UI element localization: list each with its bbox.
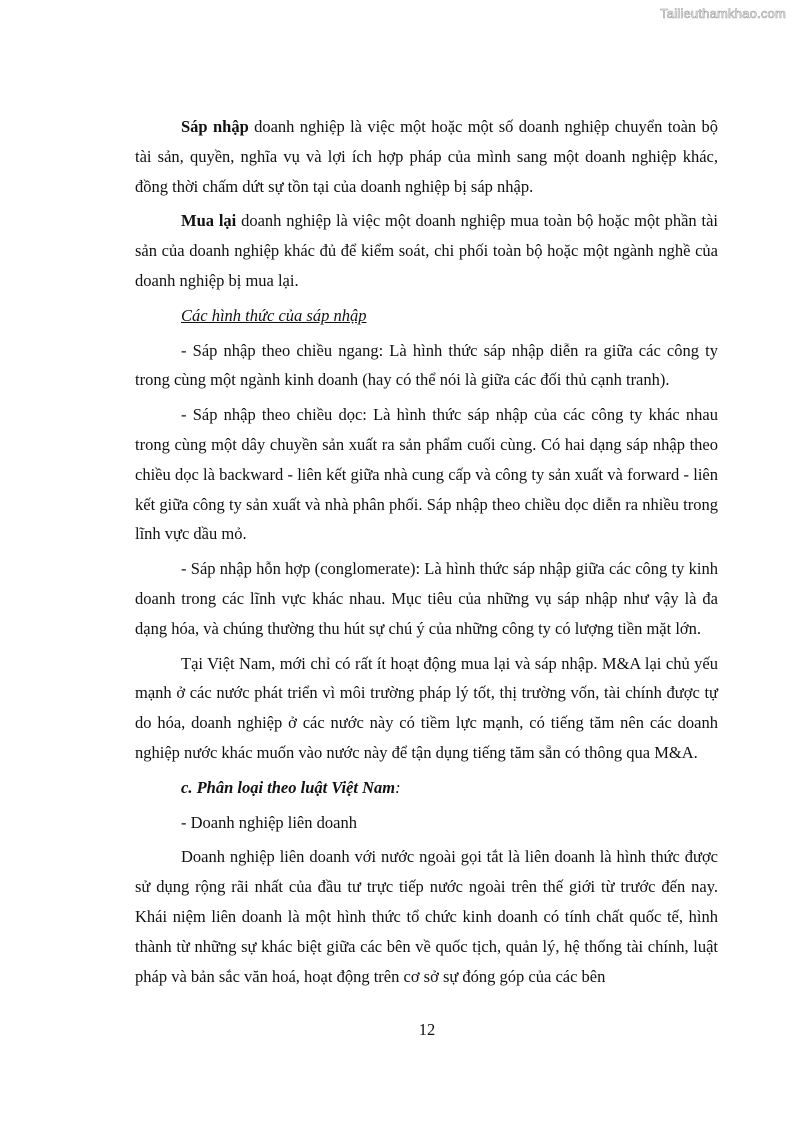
heading-classification (135, 773, 718, 803)
page-number: 12 (418, 1020, 436, 1039)
paragraph-joint-venture-label: - Doanh nghiệp liên doanh (181, 812, 357, 832)
paragraph-text: doanh nghiệp là việc một hoặc một số doanh nghiệp chuyển toàn bộ tài sản, quyền, nghĩa vụ và lợi ích hợp pháp của mình sang một doanh nghiệp khác, đồng thời chấm dứt sự tồn tại của doanh nghiệp bị sáp nhập. (135, 117, 718, 196)
paragraph-vertical: - Sáp nhập theo chiều dọc: Là hình thức sáp nhập của các công ty khác nhau trong cùng một dây chuyền sản xuất ra sản phẩm cuối cùng. Có hai dạng sáp nhập theo chiều dọc là backward - liên kết giữa nhà cung cấp và công ty sản xuất và forward - liên kết giữa công ty sản xuất và nhà phân phối. Sáp nhập theo chiều dọc diễn ra nhiều trong lĩnh vực dầu mỏ. (135, 405, 718, 544)
paragraph-text: doanh nghiệp là việc một doanh nghiệp mua toàn bộ hoặc một phần tài sản của doanh nghiệp khác đủ để kiểm soát, chi phối toàn bộ hoặc một ngành nghề của doanh nghiệp bị mua lại. (135, 211, 719, 290)
paragraph-horizontal: - Sáp nhập theo chiều ngang: Là hình thức sáp nhập diễn ra giữa các công ty trong cùng một ngành kinh doanh (hay có thể nói là giữa các đối thủ cạnh tranh). (135, 340, 718, 390)
paragraph-joint-venture: Doanh nghiệp liên doanh với nước ngoài gọi tắt là liên doanh là hình thức được sử dụng rộng rãi nhất của đầu tư trực tiếp nước ngoài trên thế giới từ trước đến nay. Khái niệm liên doanh là một hình thức tổ chức kinh doanh có tính chất quốc tế, hình thành từ những sự khác biệt giữa các bên về quốc tịch, quản lý, hệ thống tài chính, luật pháp và bản sắc văn hoá, hoạt động trên cơ sở sự đóng góp của các bên (135, 847, 718, 986)
paragraph-sap-nhap (135, 112, 718, 201)
watermark: Tailieuthamkhao.com (660, 6, 786, 21)
heading-forms (135, 301, 718, 331)
term-mua-lai: Mua lại (181, 211, 237, 231)
heading-classification-text: c. Phân loại theo luật Việt Nam (181, 777, 396, 797)
term-sap-nhap: Sáp nhập (181, 117, 249, 136)
heading-forms-text: Các hình thức của sáp nhập (181, 305, 367, 325)
paragraph-mua-lai (135, 206, 718, 295)
heading-colon: : (395, 777, 401, 797)
document-body (135, 112, 718, 991)
paragraph-conglomerate: - Sáp nhập hỗn hợp (conglomerate): Là hình thức sáp nhập giữa các công ty kinh doanh trong các lĩnh vực khác nhau. Mục tiêu của những vụ sáp nhập như vậy là đa dạng hóa, và chúng thường thu hút sự chú ý của những công ty có lượng tiền mặt lớn. (135, 559, 718, 638)
paragraph-vietnam: Tại Việt Nam, mới chỉ có rất ít hoạt động mua lại và sáp nhập. M&A lại chủ yếu mạnh ở các nước phát triển vì môi trường pháp lý tốt, thị trường vốn, tài chính được tự do hóa, doanh nghiệp ở các nước này có tiềm lực mạnh, có tiếng tăm nên các doanh nghiệp nước khác muốn vào nước này để tận dụng tiếng tăm sẵn có thông qua M&A. (135, 653, 718, 762)
